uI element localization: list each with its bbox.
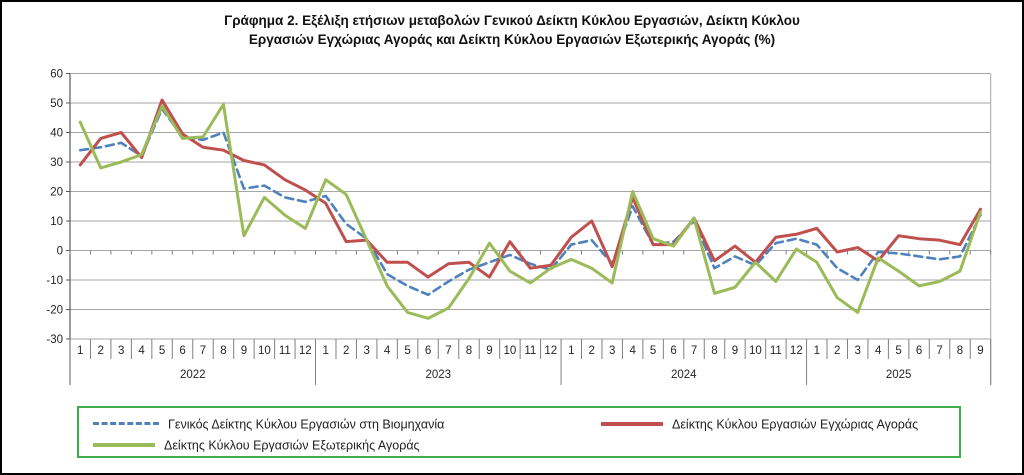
month-tick-label: 2 <box>343 345 350 357</box>
month-tick-label: 10 <box>503 345 517 357</box>
month-tick-label: 6 <box>915 345 923 357</box>
legend-box <box>77 406 961 458</box>
month-tick-label: 11 <box>769 345 782 357</box>
month-tick-label: 4 <box>138 345 145 357</box>
month-tick-label: 4 <box>629 345 636 357</box>
month-tick-label: 3 <box>854 345 861 357</box>
month-tick-label: 5 <box>649 345 657 357</box>
month-tick-label: 4 <box>383 345 391 357</box>
month-tick-label: 7 <box>199 345 207 357</box>
month-tick-label: 10 <box>749 345 762 357</box>
y-tick-label: 40 <box>50 127 63 140</box>
month-tick-label: 12 <box>298 345 312 357</box>
month-tick-label: 3 <box>117 345 125 357</box>
month-tick-label: 6 <box>179 345 186 357</box>
chart-title-line-2: Εργασιών Εγχώριας Αγοράς και Δείκτη Κύκλου Εργασιών Εξωτερικής Αγοράς (%) <box>248 32 776 47</box>
month-tick-label: 12 <box>544 345 558 357</box>
month-tick-label: 11 <box>278 345 291 357</box>
y-tick-label: 50 <box>50 98 63 110</box>
month-tick-label: 10 <box>257 345 271 357</box>
month-tick-label: 6 <box>424 345 432 357</box>
month-tick-label: 12 <box>789 345 803 357</box>
legend-label-domestic-market: Δείκτης Κύκλου Εργασιών Εγχώριας Αγοράς <box>672 417 919 432</box>
month-tick-label: 5 <box>895 345 902 357</box>
month-tick-label: 6 <box>670 345 677 357</box>
month-tick-label: 9 <box>731 345 739 357</box>
month-tick-label: 2 <box>834 345 841 357</box>
legend-item-external-market <box>93 438 420 453</box>
month-tick-label: 1 <box>77 345 84 357</box>
legend-label-general-index: Γενικός Δείκτης Κύκλου Εργασιών στη Βιομηχανία <box>168 417 445 432</box>
month-tick-label: 9 <box>486 345 493 357</box>
y-tick-label: -20 <box>46 304 63 317</box>
month-tick-label: 1 <box>568 345 575 357</box>
legend-item-general-index <box>93 417 444 432</box>
y-tick-label: 60 <box>50 68 63 81</box>
month-tick-label: 8 <box>711 345 718 357</box>
month-tick-label: 9 <box>240 345 248 357</box>
month-tick-label: 8 <box>220 345 227 357</box>
month-tick-label: 2 <box>97 345 104 357</box>
year-label: 2024 <box>671 369 697 381</box>
year-label: 2022 <box>179 369 206 381</box>
month-tick-label: 11 <box>524 345 537 357</box>
y-tick-label: 0 <box>56 245 63 258</box>
month-tick-label: 4 <box>874 345 882 357</box>
month-tick-label: 5 <box>404 345 411 357</box>
legend-label-external-market: Δείκτης Κύκλου Εργασιών Εξωτερικής Αγοράς <box>164 438 420 453</box>
y-tick-label: -30 <box>46 334 63 346</box>
month-tick-label: 1 <box>813 345 820 357</box>
chart-title-line-1: Γράφημα 2. Εξέλιξη ετήσιων μεταβολών Γενικού Δείκτη Κύκλου Εργασιών, Δείκτη Κύκλου <box>224 13 800 28</box>
month-tick-label: 8 <box>956 345 964 357</box>
month-tick-label: 1 <box>322 345 329 357</box>
month-tick-label: 2 <box>588 345 595 357</box>
y-tick-label: 20 <box>50 186 63 199</box>
month-tick-label: 9 <box>977 345 984 357</box>
legend-item-domestic-market <box>601 417 918 432</box>
y-tick-label: 30 <box>50 157 63 169</box>
month-tick-label: 7 <box>690 345 698 357</box>
month-tick-label: 7 <box>445 345 452 357</box>
month-tick-label: 3 <box>363 345 370 357</box>
month-tick-label: 5 <box>158 345 166 357</box>
year-label: 2025 <box>885 369 912 381</box>
legend-dashed-line-sample <box>93 422 159 425</box>
year-label: 2023 <box>425 369 452 381</box>
legend-red-line-sample <box>601 422 663 426</box>
month-tick-label: 8 <box>465 345 473 357</box>
month-tick-label: 3 <box>608 345 616 357</box>
line-chart-plot-area <box>2 2 1024 475</box>
legend-green-line-sample <box>93 443 155 447</box>
y-tick-label: 10 <box>50 216 63 228</box>
month-tick-label: 7 <box>936 345 943 357</box>
y-tick-label: -10 <box>46 275 63 287</box>
